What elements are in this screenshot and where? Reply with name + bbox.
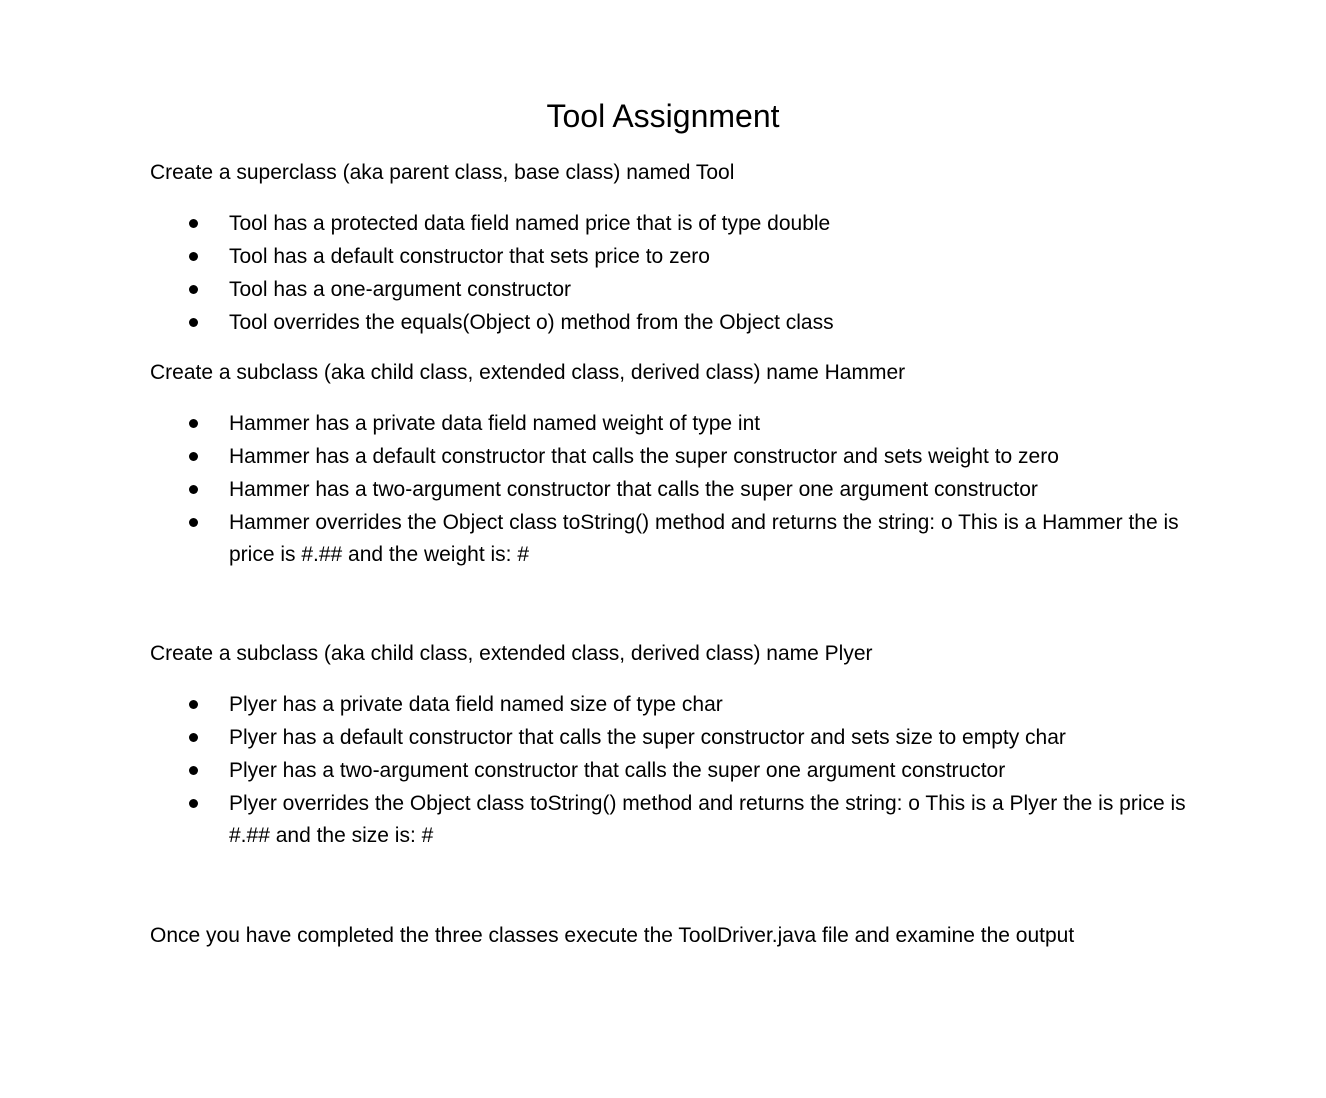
- list-item: Plyer has a two-argument constructor that calls the super one argument constructor: [0, 755, 1326, 787]
- bullet-icon: [189, 518, 198, 527]
- bullet-icon: [189, 285, 198, 294]
- plyer-requirements-list: [0, 689, 1326, 853]
- tool-requirements-list: [0, 208, 1326, 340]
- list-item: Plyer has a default constructor that calls the super constructor and sets size to empty char: [0, 722, 1326, 754]
- closing-instruction: Once you have completed the three classes execute the ToolDriver.java file and examine the output: [150, 924, 1075, 947]
- bullet-icon: [189, 485, 198, 494]
- hammer-requirements-list: [0, 408, 1326, 572]
- bullet-icon: [189, 799, 198, 808]
- list-item: Hammer has a two-argument constructor that calls the super one argument constructor: [0, 474, 1326, 506]
- bullet-icon: [189, 766, 198, 775]
- bullet-icon: [189, 219, 198, 228]
- bullet-icon: [189, 318, 198, 327]
- list-item: Hammer overrides the Object class toString() method and returns the string: o This is a Hammer the is price is #.## and the weight is: #: [0, 507, 1326, 571]
- page-title: Tool Assignment: [546, 98, 780, 134]
- list-item: Tool overrides the equals(Object o) method from the Object class: [0, 307, 1326, 339]
- list-item: Tool has a protected data field named price that is of type double: [0, 208, 1326, 240]
- bullet-icon: [189, 252, 198, 261]
- list-item: Tool has a one-argument constructor: [0, 274, 1326, 306]
- section-heading-plyer: Create a subclass (aka child class, extended class, derived class) name Plyer: [150, 642, 873, 665]
- bullet-icon: [189, 452, 198, 461]
- bullet-icon: [189, 419, 198, 428]
- bullet-icon: [189, 733, 198, 742]
- list-item: Hammer has a private data field named weight of type int: [0, 408, 1326, 440]
- list-item: Tool has a default constructor that sets price to zero: [0, 241, 1326, 273]
- section-heading-tool: Create a superclass (aka parent class, base class) named Tool: [150, 161, 735, 184]
- list-item: Plyer has a private data field named size of type char: [0, 689, 1326, 721]
- list-item: Hammer has a default constructor that calls the super constructor and sets weight to zero: [0, 441, 1326, 473]
- bullet-icon: [189, 700, 198, 709]
- section-heading-hammer: Create a subclass (aka child class, extended class, derived class) name Hammer: [150, 361, 906, 384]
- list-item: Plyer overrides the Object class toString() method and returns the string: o This is a Plyer the is price is #.## and the size is: #: [0, 788, 1326, 852]
